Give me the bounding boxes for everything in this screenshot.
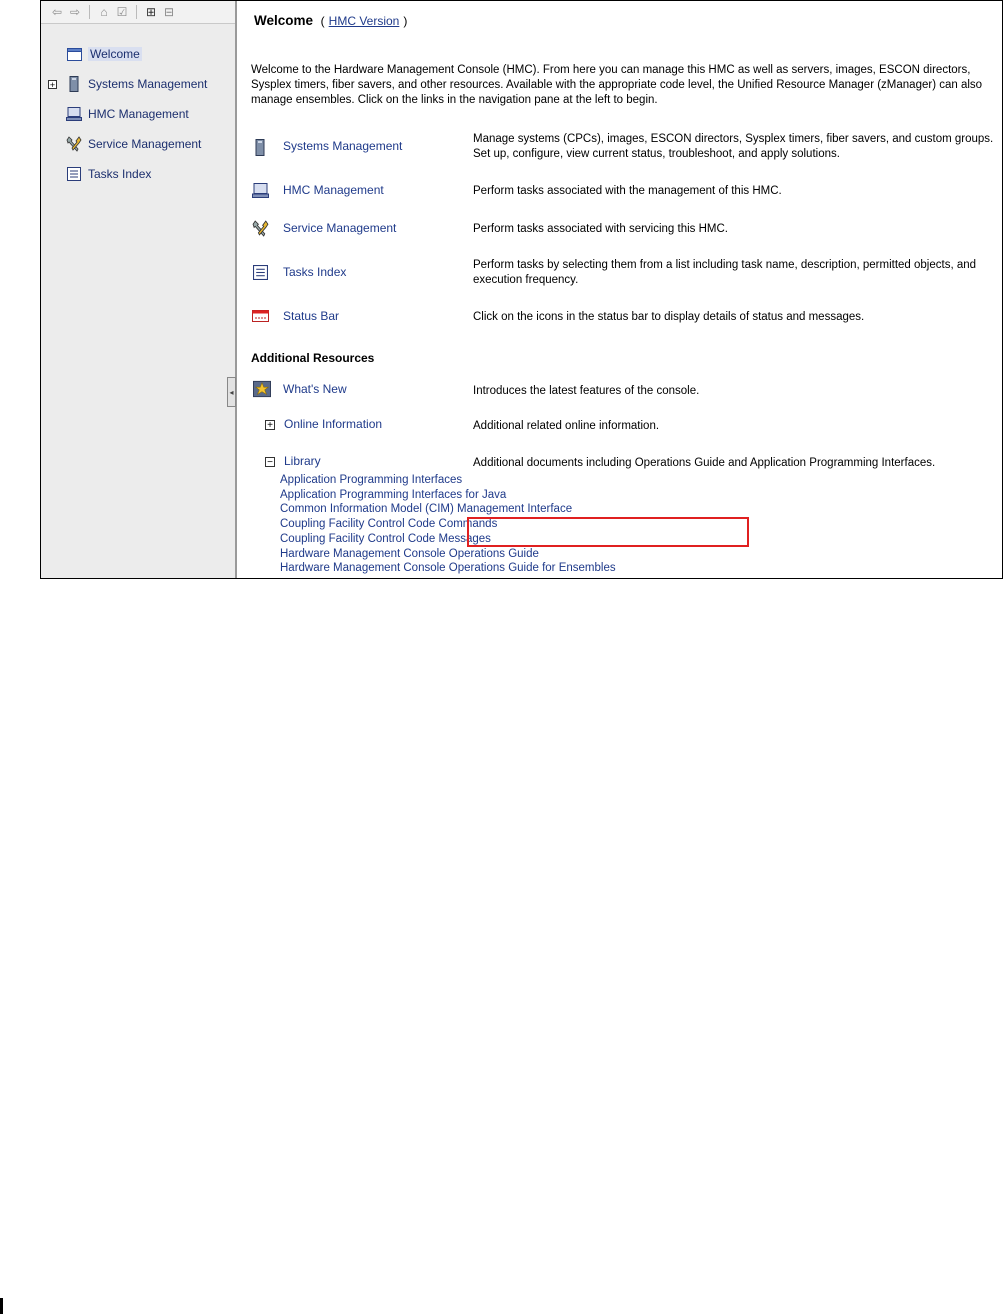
- page-edge-mark: [0, 1298, 3, 1314]
- paren-open: (: [320, 14, 325, 28]
- pane-collapse-handle[interactable]: ◂: [227, 377, 236, 407]
- library-link-item[interactable]: Hardware Management Console Operations Guide: [280, 547, 539, 560]
- nav-item-label: Systems Management: [88, 77, 208, 91]
- expand-icon[interactable]: +: [265, 420, 275, 430]
- library-link-item[interactable]: Coupling Facility Control Code Commands: [280, 518, 498, 531]
- status-bar-link[interactable]: Status Bar: [283, 309, 340, 323]
- row-description: Introduces the latest features of the console.: [473, 385, 700, 397]
- nav-item-label: Welcome: [90, 47, 140, 61]
- nav-item-label: Tasks Index: [88, 167, 152, 181]
- row-description: Manage systems (CPCs), images, ESCON directors, Sysplex timers, fiber savers, and custom groups. Set up, configure, view current status, troubleshoot, and apply solutions.: [473, 133, 994, 160]
- expand-icon[interactable]: +: [49, 79, 56, 90]
- title-text: Welcome: [254, 13, 314, 28]
- back-arrow-icon[interactable]: ⇦: [51, 5, 63, 19]
- navigation-pane: [41, 1, 237, 578]
- forward-arrow-icon[interactable]: ⇨: [69, 5, 81, 19]
- hmc-version-link[interactable]: HMC Version: [328, 14, 400, 28]
- hmc-window: [40, 0, 1003, 579]
- highlight-box: [467, 517, 749, 547]
- star-icon: [253, 380, 271, 398]
- expand-all-icon[interactable]: ⊞: [145, 5, 157, 19]
- whats-new-link[interactable]: What's New: [283, 382, 347, 396]
- additional-resources-heading: Additional Resources: [251, 351, 375, 365]
- list-icon: [251, 263, 269, 281]
- library-link-item[interactable]: Coupling Facility Control Code Messages: [280, 532, 491, 545]
- checkmark-icon[interactable]: ☑: [116, 5, 128, 19]
- nav-item-label: Service Management: [88, 137, 202, 151]
- page-title: [254, 13, 411, 28]
- row-description: Additional documents including Operations Guide and Application Programming Interfaces.: [473, 457, 936, 469]
- nav-item-welcome[interactable]: [41, 39, 237, 69]
- nav-toolbar: [41, 1, 235, 24]
- tasks-index-link[interactable]: Tasks Index: [283, 265, 347, 279]
- library-link-item[interactable]: Common Information Model (CIM) Management Interface: [280, 503, 573, 516]
- nav-item-hmc-management[interactable]: [41, 99, 237, 129]
- nav-item-label: HMC Management: [88, 107, 189, 121]
- welcome-content: [239, 1, 1002, 578]
- library-link-item[interactable]: Application Programming Interfaces for Java: [280, 488, 507, 501]
- row-description: Click on the icons in the status bar to display details of status and messages.: [473, 311, 865, 323]
- nav-item-systems-management[interactable]: [41, 69, 237, 99]
- status-bar-icon: [251, 307, 269, 325]
- hmc-management-link[interactable]: HMC Management: [283, 183, 384, 197]
- toolbar-separator: [89, 5, 90, 19]
- systems-management-link[interactable]: Systems Management: [283, 139, 403, 153]
- nav-tree: [41, 39, 237, 189]
- server-icon: [251, 138, 269, 156]
- paren-close: ): [403, 14, 408, 28]
- window-icon: [66, 46, 82, 62]
- intro-paragraph: Welcome to the Hardware Management Console (HMC). From here you can manage this HMC as well as servers, images, ESCON directors, Sysplex timers, fiber savers, and other resources. Available with the appropriate code level, the Unified Resource Manager (zManager) can also manage ensembles. Click on the links in the navigation pane at the left to begin.: [251, 64, 983, 106]
- server-icon: [66, 76, 82, 92]
- list-icon: [66, 166, 82, 182]
- computer-icon: [66, 106, 82, 122]
- row-description: Perform tasks by selecting them from a list including task name, description, permitted objects, and execution frequency.: [473, 259, 977, 286]
- collapse-icon[interactable]: −: [265, 457, 275, 467]
- home-icon[interactable]: ⌂: [100, 5, 108, 19]
- row-description: Perform tasks associated with the management of this HMC.: [473, 185, 782, 197]
- nav-item-tasks-index[interactable]: [41, 159, 237, 189]
- tools-icon: [251, 219, 269, 237]
- toolbar-separator: [136, 5, 137, 19]
- tools-icon: [66, 136, 82, 152]
- library-link-item[interactable]: Application Programming Interfaces: [280, 474, 463, 486]
- library-link[interactable]: Library: [284, 454, 321, 468]
- computer-icon: [251, 181, 269, 199]
- nav-item-service-management[interactable]: [41, 129, 237, 159]
- row-description: Perform tasks associated with servicing this HMC.: [473, 223, 728, 235]
- collapse-all-icon[interactable]: ⊟: [163, 5, 175, 19]
- online-information-link[interactable]: Online Information: [284, 417, 383, 431]
- row-description: Additional related online information.: [473, 420, 660, 432]
- library-link-item[interactable]: Hardware Management Console Operations Guide for Ensembles: [280, 562, 616, 575]
- service-management-link[interactable]: Service Management: [283, 221, 397, 235]
